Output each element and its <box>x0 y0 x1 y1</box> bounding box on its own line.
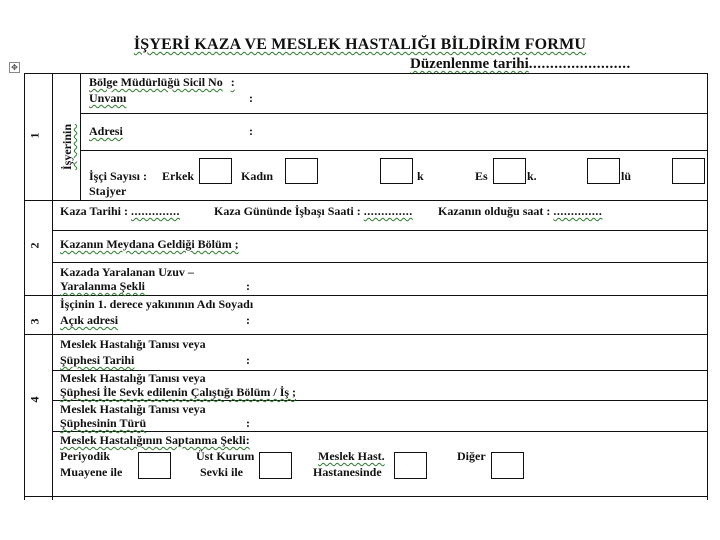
meydana-bolum-field <box>60 238 239 251</box>
isbasi-saati-field <box>214 205 413 218</box>
ust-kurum-checkbox[interactable] <box>259 452 292 479</box>
date-label: Düzenlenme tarihi <box>410 56 529 72</box>
meslek-hast-label: Meslek Hast. <box>318 449 385 463</box>
periyodik-checkbox[interactable] <box>138 452 171 479</box>
form-title <box>0 36 720 54</box>
row-line <box>24 200 707 201</box>
tanisi-3-line-a: Meslek Hastalığı Tanısı veya <box>60 402 206 416</box>
tanisi-1-colon: : <box>246 353 250 367</box>
acik-adresi-colon: : <box>246 313 250 327</box>
row-line <box>24 496 707 497</box>
tanisi-3-colon: : <box>246 416 250 430</box>
tanisi-1-field <box>60 354 250 367</box>
stajyer-label: Stajyer <box>89 184 127 198</box>
kaza-tarihi-dots[interactable]: .............. <box>131 204 181 218</box>
sevki-ile-label: Sevki ile <box>200 465 244 479</box>
table-move-handle-icon[interactable]: ✥ <box>9 62 20 73</box>
section-number-3: 3 <box>27 318 42 325</box>
meslek-hast-checkbox[interactable] <box>394 452 427 479</box>
eski-label: Es <box>475 169 488 183</box>
row-line <box>24 295 707 296</box>
section-number-2: 2 <box>27 242 42 249</box>
kaza-tarihi-field <box>60 205 180 218</box>
section-number-1: 1 <box>27 132 42 139</box>
section1-side-border <box>80 73 81 200</box>
cocuk-count-box[interactable] <box>380 158 413 184</box>
saptanma-field <box>60 434 250 447</box>
adresi-label: Adresi <box>89 124 123 138</box>
row-line <box>52 262 707 263</box>
section-number-4: 4 <box>27 396 42 403</box>
isci-sayisi-label: İşçi Sayısı : <box>89 169 148 183</box>
row-line <box>80 113 707 114</box>
acik-adresi-field <box>60 314 250 327</box>
yaralanan-uzuv-label: Kazada Yaralanan Uzuv – <box>60 265 194 279</box>
isyerinin-label: İşyerinin <box>60 123 74 170</box>
isbasi-saati-label: Kaza Gününde İşbaşı Saati : <box>214 204 361 218</box>
date-dots: ........................ <box>528 56 631 72</box>
meslek-hast-field <box>318 450 385 463</box>
acik-adresi-label: Açık adresi <box>60 313 119 327</box>
adresi-colon: : <box>249 124 253 138</box>
section1-side-label <box>60 124 75 170</box>
adresi-field <box>89 125 253 138</box>
table-left-border <box>24 73 25 500</box>
ozurlu-label: lü <box>621 169 632 183</box>
ozurlu-count-box[interactable] <box>587 158 620 184</box>
yakin-adi-label: İşçinin 1. derece yakınının Adı Soyadı <box>60 297 254 311</box>
tanisi-3-field <box>60 417 250 430</box>
row-line <box>52 230 707 231</box>
row-line <box>24 73 707 74</box>
date-field <box>410 56 631 73</box>
erkek-count-box[interactable] <box>199 158 232 184</box>
kadin-count-box[interactable] <box>285 158 318 184</box>
row-line <box>24 334 707 335</box>
table-right-border <box>707 73 708 500</box>
kaza-saati-label: Kazanın olduğu saat : <box>438 204 551 218</box>
periyodik-label: Periyodik <box>60 449 110 463</box>
yaralanma-colon: : <box>246 279 250 293</box>
muayene-ile-label: Muayene ile <box>60 465 123 479</box>
row-line <box>52 431 707 432</box>
eski-count-box[interactable] <box>493 158 526 184</box>
unvani-colon: : <box>249 91 253 105</box>
tanisi-1-line-a: Meslek Hastalığı Tanısı veya <box>60 337 206 351</box>
tanisi-2-label: Şüphesi İle Sevk edilenin Çalıştığı Bölüm / İş ; <box>60 385 297 399</box>
tanisi-1-label: Şüphesi Tarihi <box>60 353 135 367</box>
meydana-bolum-label: Kazanın Meydana Geldiği Bölüm ; <box>60 237 239 251</box>
unvani-field <box>89 92 253 105</box>
row-line <box>80 150 707 151</box>
form-title-text: İŞYERİ KAZA VE MESLEK HASTALIĞI BİLDİRİM FORMU <box>133 36 587 53</box>
eski-label-end: k. <box>527 169 537 183</box>
tanisi-2-line-a: Meslek Hastalığı Tanısı veya <box>60 371 206 385</box>
kaza-saati-dots[interactable]: .............. <box>553 204 603 218</box>
kadin-label: Kadın <box>241 169 274 183</box>
number-column-border <box>52 73 53 500</box>
ust-kurum-label: Üst Kurum <box>196 449 255 463</box>
unvani-label: Unvanı <box>89 91 127 105</box>
yaralanma-sekli-field <box>60 280 250 293</box>
diger-checkbox[interactable] <box>491 452 524 479</box>
cocuk-label: k <box>417 169 424 183</box>
stajyer-count-box[interactable] <box>672 158 705 184</box>
kaza-saati-field <box>438 205 602 218</box>
row-line <box>52 400 707 401</box>
isbasi-saati-dots[interactable]: .............. <box>363 204 413 218</box>
yaralanma-sekli-label: Yaralanma Şekli <box>60 279 146 293</box>
kaza-tarihi-label: Kaza Tarihi : <box>60 204 129 218</box>
bolge-sicil-colon: : <box>230 75 235 89</box>
erkek-label: Erkek <box>162 169 195 183</box>
bolge-sicil-label: Bölge Müdürlüğü Sicil No <box>89 75 223 89</box>
saptanma-label: Meslek Hastalığının Saptanma Şekli: <box>60 433 250 447</box>
tanisi-2-field <box>60 386 296 399</box>
hastanesinde-label: Hastanesinde <box>313 465 382 479</box>
diger-label: Diğer <box>457 449 486 463</box>
bolge-sicil-field <box>89 76 235 89</box>
tanisi-3-label: Şüphesinin Türü <box>60 416 147 430</box>
